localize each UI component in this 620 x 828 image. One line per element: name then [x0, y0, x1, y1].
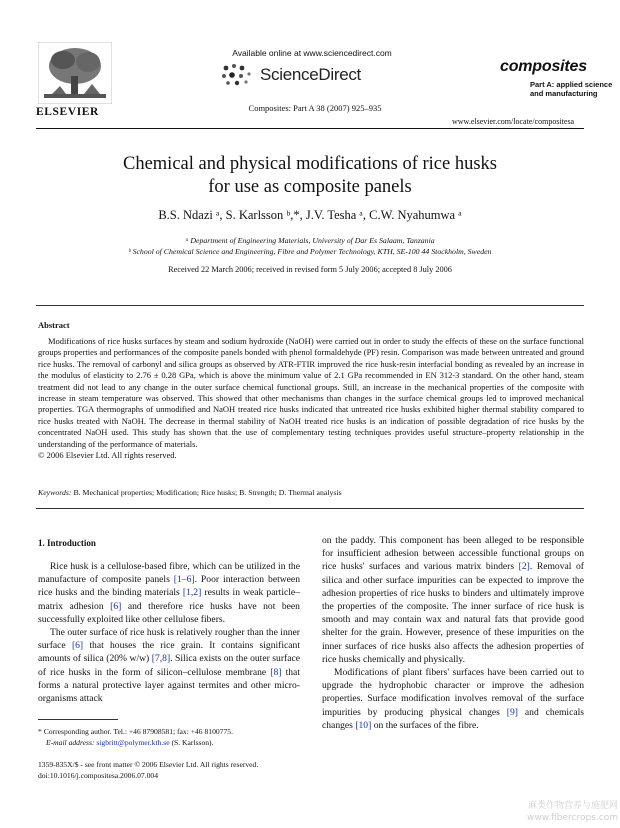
text-run: that houses the rice grain. It contains significant amounts of silica (20% w/w) [38, 640, 301, 665]
journal-url[interactable]: www.elsevier.com/locate/compositesa [452, 117, 575, 126]
sciencedirect-wordmark: ScienceDirect [260, 65, 361, 84]
watermark [488, 800, 618, 824]
paragraph [322, 666, 584, 732]
publisher-name: ELSEVIER [36, 106, 99, 118]
title-line: Chemical and physical modifications of rice husks [122, 154, 498, 174]
affiliation-b: ᵇ School of Chemical Science and Engineering, Fibre and Polymer Technology, KTH, SE-100 44 Stockholm, Sweden [128, 247, 492, 256]
journal-subtitle [530, 80, 612, 98]
citation-link[interactable]: [10] [355, 719, 372, 731]
copyright-block [38, 760, 308, 781]
watermark-line: www.fibercrops.com [527, 813, 618, 823]
text-run: and chemicals changes [322, 706, 584, 731]
article-title [60, 153, 560, 199]
text-run: results in weak particle–matrix adhesion [38, 587, 300, 612]
sciencedirect-dots-icon [218, 62, 258, 88]
text-run: The outer surface of rice husk is relatively rougher than the inner surface [38, 627, 300, 652]
front-matter: 1359-835X/$ - see front matter © 2006 Elsevier Ltd. All rights reserved. [38, 760, 259, 769]
footnote-rule [38, 719, 118, 720]
footnote [38, 727, 300, 748]
affiliation-a: ᵃ Department of Engineering Materials, University of Dar Es Salaam, Tanzania [185, 236, 435, 245]
abstract-heading: Abstract [38, 320, 70, 330]
citation-link[interactable]: [6] [110, 600, 122, 612]
journal-logo: composites [500, 58, 587, 75]
email-label: E-mail address: [46, 737, 95, 747]
abstract-copyright: © 2006 Elsevier Ltd. All rights reserved. [38, 450, 177, 461]
paragraph [38, 560, 300, 626]
keywords-list: B. Mechanical properties; Modification; Rice husks; B. Strength; D. Thermal analysis [73, 488, 342, 497]
left-column [38, 560, 300, 705]
text-run: that forms a natural protective layer against termites and other micro-organisms attack [38, 666, 300, 705]
citation-link[interactable]: [8] [270, 666, 282, 678]
citation-link[interactable]: [2] [518, 561, 530, 573]
citation-link[interactable]: [1–6] [173, 574, 195, 586]
right-column [322, 534, 584, 732]
corresponding-author: * Corresponding author. Tel.: +46 87908581; fax: +46 8100775. [38, 727, 233, 736]
divider [36, 305, 584, 306]
email-link[interactable]: sigbritt@polymer.kth.se [96, 737, 170, 747]
text-run: . Poor interaction between rice husks and the binding materials [38, 574, 300, 599]
elsevier-tree-logo [38, 42, 112, 112]
text-run: Rice husk is a cellulose-based fibre, which can be utilized in the manufacture of composite panels [38, 561, 300, 586]
citation-link[interactable]: [7,8] [151, 653, 171, 665]
title-line: for use as composite panels [208, 177, 412, 197]
received-dates: Received 22 March 2006; received in revised form 5 July 2006; accepted 8 July 2006 [168, 265, 452, 274]
journal-subtitle-line: and manufacturing [530, 89, 598, 98]
text-run: on the paddy. This component has been alleged to be responsible for insufficient adhesion between accessible functional groups on rice husks' surfaces and various matrix binders [322, 535, 584, 573]
text-run: . Removal of silica and other surface impurities can be expected to improve the adhesion properties of rice husks to binders and ultimately improve the properties of the composite. The inner surface of rice husk is smooth and may contain wax and natural fats that provide good shelter for the grain. However, presence of these impurities on the inner surfaces of rice husks also affects the adhesion properties of rice husks chemically and physically. [322, 561, 584, 665]
doi[interactable]: doi:10.1016/j.compositesa.2006.07.004 [38, 770, 159, 780]
abstract-body: Modifications of rice husks surfaces by steam and sodium hydroxide (NaOH) were carried out in order to study the effects of these on the surface functional groups properties and performances of the composite panels bonded with phenol formaldehyde (PF) resin. Comparison was made between untreated and ground rice husks. The removal of carbonyl and silica groups as observed by ATR-FTIR improved the rice husk-resin interfacial bonding as revealed by an increase in the modulus of elasticity to 2.76 ± 0.28 GPa, which is above the minimum value of 2.1 GPa recommended in EN 312-3 standard. On the other hand, steam treatment did not lead to any change in the outer surface chemical functional groups. Still, an increase in the mechanical properties of the composite with increase in steam temperature was observed. This showed that other mechanisms than changes in the surface chemical groups led to improved mechanical properties. TGA thermographs of unmodified and NaOH treated rice husks indicated that untreated rice husks exhibited higher thermal stability compared to rice husks treated with NaOH. The decrease in thermal stability of NaOH treated rice husks is an indication of possible degradation of rice husks by the concentrated NaOH used. This study has shown that the use of complementary testing techniques provides useful structure–property relationship in the understanding of the performance of materials. [38, 336, 584, 449]
keywords [38, 488, 584, 497]
author-list: B.S. Ndazi ᵃ, S. Karlsson ᵇ,*, J.V. Tesha ᵃ, C.W. Nyahumwa ᵃ [158, 208, 462, 222]
text-run: on the surfaces of the fibre. [371, 719, 479, 731]
journal-subtitle-line: Part A: applied science [530, 80, 613, 89]
citation-link[interactable]: [9] [506, 706, 518, 718]
citation-link[interactable]: [6] [71, 640, 84, 652]
sciencedirect-logo [218, 62, 408, 90]
available-online: Available online at www.sciencedirect.com [232, 48, 392, 58]
journal-reference: Composites: Part A 38 (2007) 925–935 [248, 103, 382, 113]
text-run: Modifications of plant fibers' surfaces have been carried out to upgrade the hydrophobic character or improve the adhesion properties. Surface modification involves removal of the surface impurities by producing physical changes [322, 667, 584, 718]
section-heading: 1. Introduction [38, 538, 96, 548]
citation-link[interactable]: [1,2] [182, 587, 202, 599]
watermark-line: 麻类作物营养与施肥网 [527, 801, 618, 811]
abstract-text [38, 336, 584, 461]
paragraph [322, 534, 584, 666]
divider [36, 508, 584, 509]
paragraph [38, 626, 300, 705]
header-rule [36, 128, 584, 129]
keywords-label: Keywords: [38, 488, 72, 497]
text-run: and therefore rice husks have not been successfully exploited like other cellulose fibers. [38, 600, 300, 625]
text-run: . Silica exists on the outer surface of rice husks in the form of silicon–cellulose membrane [38, 653, 300, 678]
email-suffix: (S. Karlsson). [169, 737, 214, 747]
email-line [38, 738, 300, 749]
